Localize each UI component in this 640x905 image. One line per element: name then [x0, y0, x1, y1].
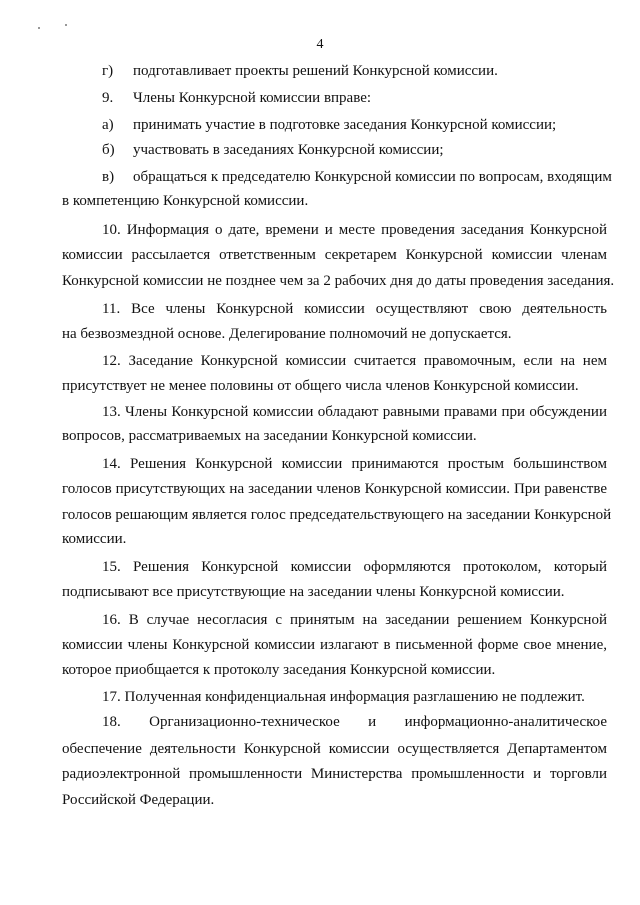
paragraph-13-line: вопросов, рассматриваемых на заседании Конкурсной комиссии. — [62, 428, 477, 444]
list-item-text: обращаться к председателю Конкурсной комиссии по вопросам, входящим — [133, 169, 612, 185]
paragraph-16-line: 16. В случае несогласия с принятым на заседании решением Конкурсной — [102, 612, 607, 628]
paragraph-10-line: комиссии рассылается ответственным секретарем Конкурсной комиссии членам — [62, 247, 607, 263]
list-item-text: Члены Конкурсной комиссии вправе: — [133, 90, 372, 106]
scan-speck — [65, 24, 67, 26]
scan-speck — [38, 27, 40, 29]
paragraph-15-line: подписывают все присутствующие на заседании члены Конкурсной комиссии. — [62, 584, 565, 600]
paragraph-16-line: которое приобщается к протоколу заседания Конкурсной комиссии. — [62, 662, 496, 678]
list-item-marker: а) — [102, 117, 114, 133]
paragraph-12-line: присутствует не менее половины от общего числа членов Конкурсной комиссии. — [62, 378, 579, 394]
list-item-marker: б) — [102, 142, 115, 158]
paragraph-14-line: комиссии. — [62, 531, 127, 547]
paragraph-17-line: 17. Полученная конфиденциальная информация разглашению не подлежит. — [102, 689, 585, 705]
list-item-marker: 9. — [102, 90, 114, 106]
paragraph-10-line: Конкурсной комиссии не позднее чем за 2 рабочих дня до даты проведения заседания. — [62, 273, 615, 289]
list-item-marker: в) — [102, 169, 115, 185]
paragraph-18-line: Российской Федерации. — [62, 792, 215, 808]
paragraph-10-line: 10. Информация о дате, времени и месте проведения заседания Конкурсной — [102, 222, 607, 238]
list-item-continuation: в компетенцию Конкурсной комиссии. — [62, 193, 309, 209]
paragraph-12-line: 12. Заседание Конкурсной комиссии считается правомочным, если на нем — [102, 353, 607, 369]
paragraph-14-line: 14. Решения Конкурсной комиссии принимаются простым большинством — [102, 456, 607, 472]
paragraph-18-line: обеспечение деятельности Конкурсной комиссии осуществляется Департаментом — [62, 741, 607, 757]
paragraph-18-line: 18. Организационно-техническое и информационно-аналитическое — [102, 714, 607, 730]
paragraph-14-line: голосов присутствующих на заседании членов Конкурсной комиссии. При равенстве — [62, 481, 607, 497]
paragraph-14-line: голосов решающим является голос председательствующего на заседании Конкурсной — [62, 507, 612, 523]
paragraph-11-line: на безвозмездной основе. Делегирование полномочий не допускается. — [62, 326, 512, 342]
list-item-text: подготавливает проекты решений Конкурсной комиссии. — [133, 63, 498, 79]
paragraph-16-line: комиссии члены Конкурсной комиссии излагают в письменной форме свое мнение, — [62, 637, 607, 653]
list-item-text: принимать участие в подготовке заседания Конкурсной комиссии; — [133, 117, 557, 133]
page-number: 4 — [316, 37, 324, 52]
paragraph-13-line: 13. Члены Конкурсной комиссии обладают равными правами при обсуждении — [102, 404, 607, 420]
list-item-text: участвовать в заседаниях Конкурсной комиссии; — [133, 142, 444, 158]
paragraph-11-line: 11. Все члены Конкурсной комиссии осуществляют свою деятельность — [102, 301, 607, 317]
paragraph-18-line: радиоэлектронной промышленности Министерства промышленности и торговли — [62, 766, 607, 782]
list-item-marker: г) — [102, 63, 114, 79]
paragraph-15-line: 15. Решения Конкурсной комиссии оформляются протоколом, который — [102, 559, 607, 575]
